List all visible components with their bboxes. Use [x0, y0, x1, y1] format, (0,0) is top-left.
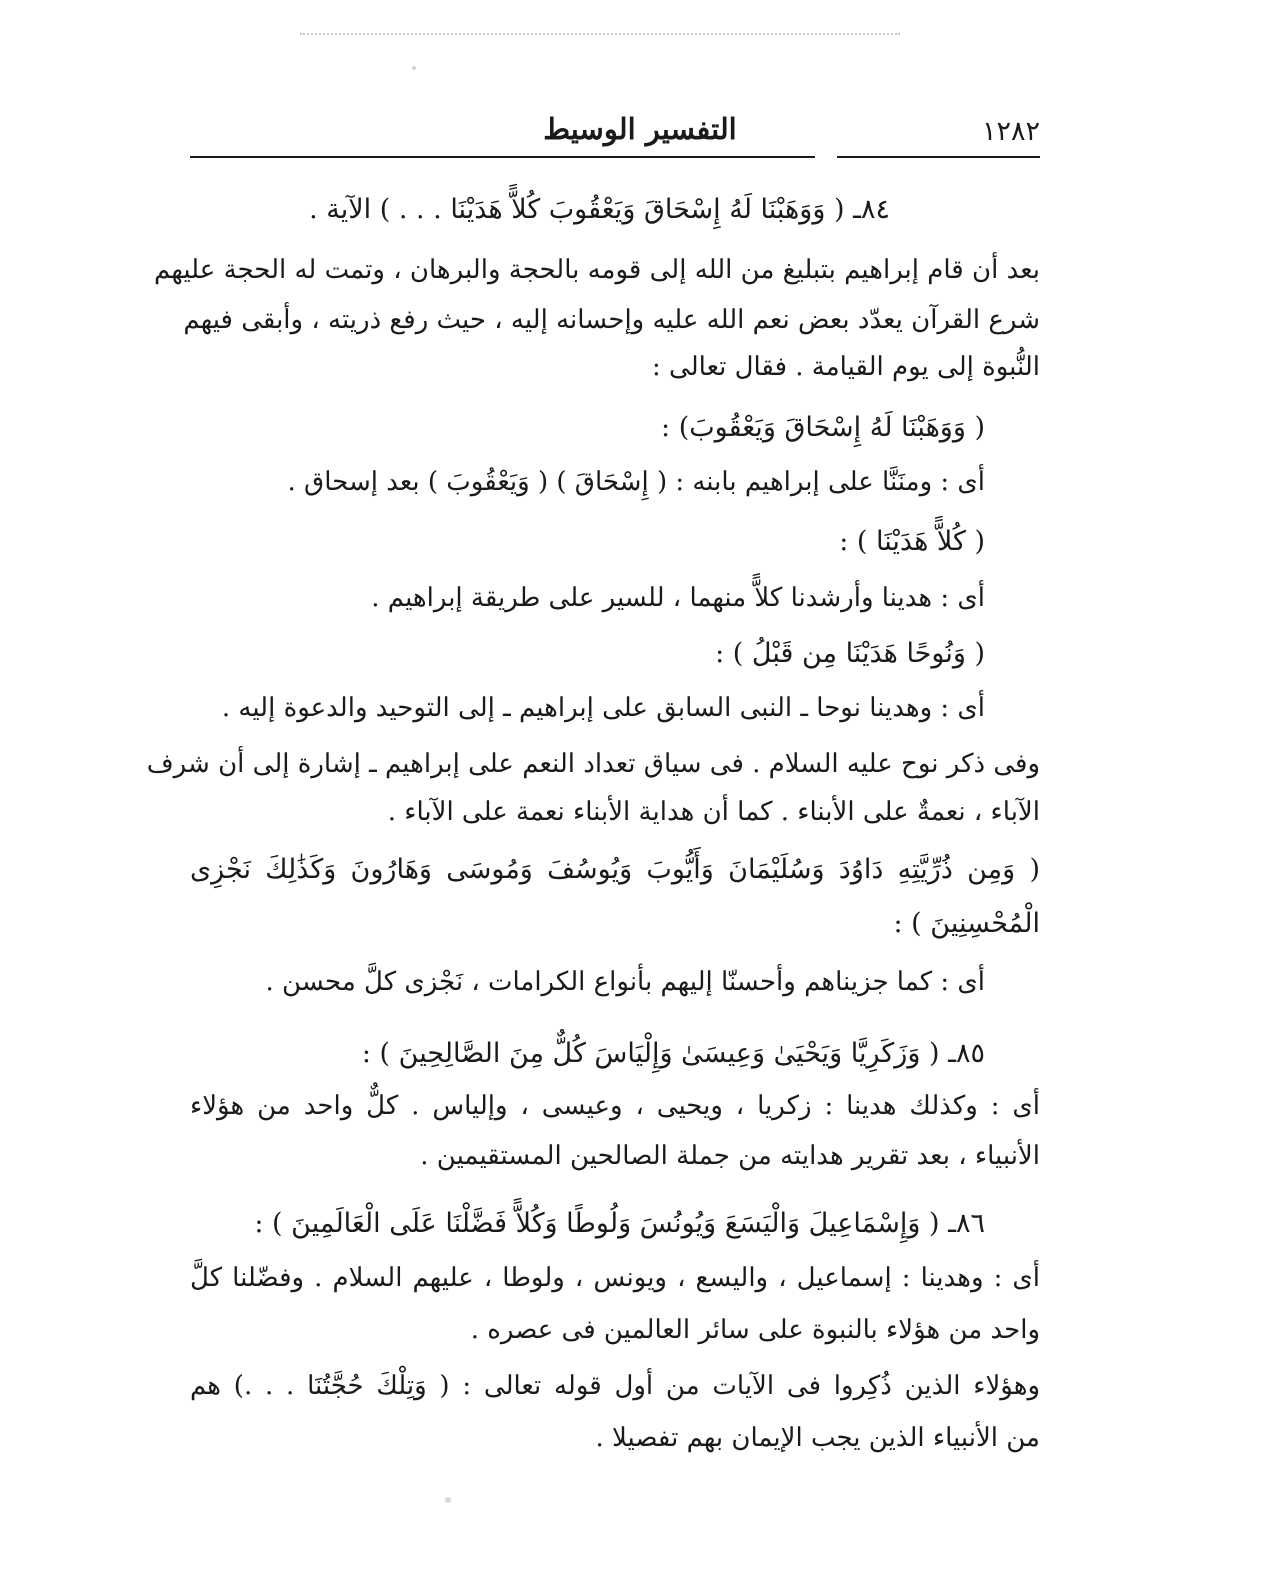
scan-speck [412, 66, 416, 70]
explanation-line: أى : هدينا وأرشدنا كلاًّ منهما ، للسير على طريقة إبراهيم . [371, 583, 985, 613]
verse-quote: ( وَوَهَبْنَا لَهُ إِسْحَاقَ وَيَعْقُوبَ) : [661, 412, 985, 443]
verse-quote: الْمُحْسِنِينَ ) : [893, 908, 1040, 939]
paragraph-line: بعد أن قام إبراهيم بتبليغ من الله إلى قومه بالحجة والبرهان ، وتمت له الحجة عليهم [154, 255, 1040, 285]
scan-artifact-top [300, 33, 900, 35]
explanation-line: الأنبياء ، بعد تقرير هدايته من جملة الصالحين المستقيمين . [420, 1141, 1040, 1171]
paragraph-line: وهؤلاء الذين ذُكِروا فى الآيات من أول قوله تعالى : ( وَتِلْكَ حُجَّتُنَا . . .) هم [190, 1371, 1040, 1401]
page-header [190, 112, 1040, 162]
paragraph-line: من الأنبياء الذين يجب الإيمان بهم تفصيلا . [595, 1423, 1040, 1453]
verse-quote: ( وَمِن ذُرِّيَّتِهِ دَاوُدَ وَسُلَيْمَانَ وَأَيُّوبَ وَيُوسُفَ وَمُوسَى وَهَارُونَ وَكَذَٰلِكَ نَجْزِى [190, 854, 1040, 885]
paragraph-line: وفى ذكر نوح عليه السلام . فى سياق تعداد النعم على إبراهيم ـ إشارة إلى أن شرف [146, 749, 1040, 779]
book-title: التفسير الوسيط [543, 112, 737, 146]
explanation-line: واحد من هؤلاء بالنبوة على سائر العالمين فى عصره . [470, 1315, 1040, 1345]
verse-86-heading: ٨٦ـ ( وَإِسْمَاعِيلَ وَالْيَسَعَ وَيُونُسَ وَلُوطًا وَكُلاًّ فَضَّلْنَا عَلَى الْعَالَمِينَ ) : [254, 1208, 985, 1239]
verse-quote: ( كُلاًّ هَدَيْنَا ) : [839, 526, 985, 557]
header-rule [190, 156, 815, 158]
verse-85-heading: ٨٥ـ ( وَزَكَرِيَّا وَيَحْيَىٰ وَعِيسَىٰ وَإِلْيَاسَ كُلٌّ مِنَ الصَّالِحِينَ ) : [361, 1038, 985, 1069]
page-number: ١٢٨٢ [981, 116, 1040, 147]
explanation-line: أى : وهدينا : إسماعيل ، واليسع ، ويونس ، ولوطا ، عليهم السلام . وفضّلنا كلَّ [190, 1263, 1040, 1293]
verse-quote: ( وَنُوحًا هَدَيْنَا مِن قَبْلُ ) : [715, 638, 985, 669]
paragraph-line: الآباء ، نعمةٌ على الأبناء . كما أن هداية الأبناء نعمة على الآباء . [387, 797, 1040, 827]
paragraph-line: شرع القرآن يعدّد بعض نعم الله عليه وإحسانه إليه ، حيث رفع ذريته ، وأبقى فيهم [183, 305, 1040, 335]
explanation-line: أى : ومنَنَّا على إبراهيم بابنه : ( إِسْحَاقَ ) ( وَيَعْقُوبَ ) بعد إسحاق . [287, 467, 985, 497]
header-rule-short [837, 156, 1040, 158]
explanation-line: أى : وهدينا نوحا ـ النبى السابق على إبراهيم ـ إلى التوحيد والدعوة إليه . [221, 693, 985, 723]
explanation-line: أى : كما جزيناهم وأحسنّا إليهم بأنواع الكرامات ، نَجْزى كلَّ محسن . [265, 967, 985, 997]
paragraph-line: النُّبوة إلى يوم القيامة . فقال تعالى : [652, 352, 1040, 382]
scan-speck [445, 1497, 451, 1503]
explanation-line: أى : وكذلك هدينا : زكريا ، ويحيى ، وعيسى ، وإلياس . كلٌّ واحد من هؤلاء [190, 1091, 1040, 1121]
verse-84-heading: ٨٤ـ ( وَوَهَبْنَا لَهُ إِسْحَاقَ وَيَعْقُوبَ كُلاًّ هَدَيْنَا . . . ) الآية . [309, 194, 890, 225]
